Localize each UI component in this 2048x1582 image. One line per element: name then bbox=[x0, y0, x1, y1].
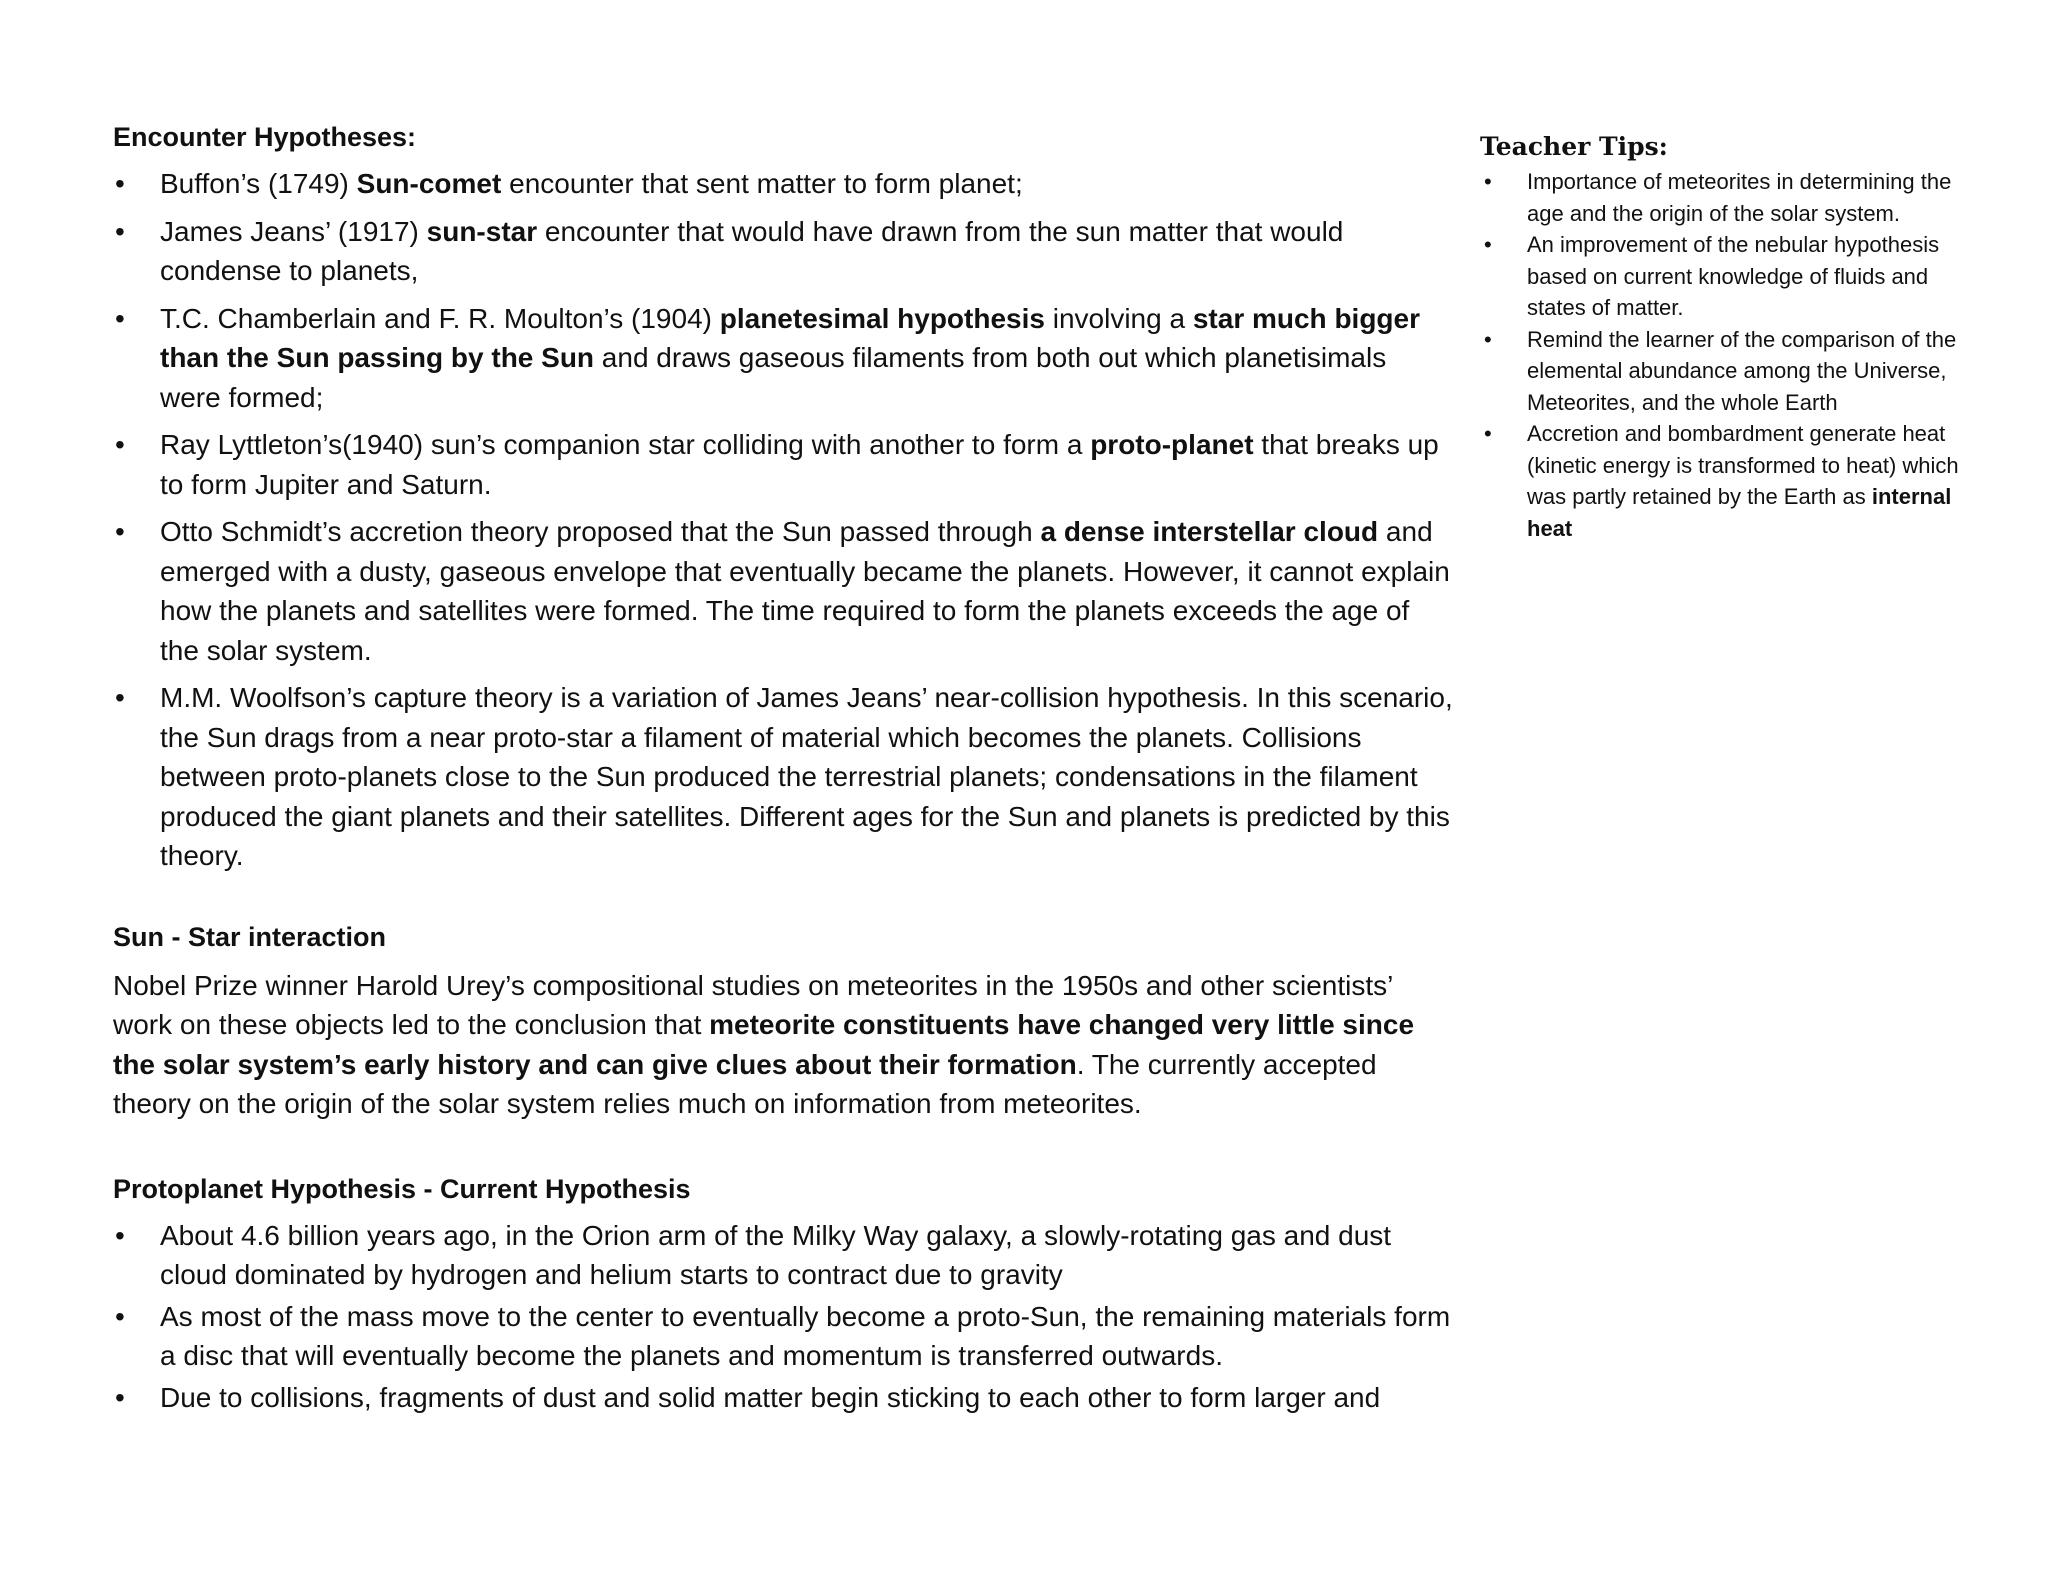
protoplanet-heading: Protoplanet Hypothesis - Current Hypothesis bbox=[113, 1173, 691, 1204]
paragraph-text: Nobel Prize winner Harold Urey’s compositional studies on meteorites in the 1950s and other scientists’ work on these objects led to the conclusion that bbox=[113, 969, 1393, 1040]
protoplanet-list bbox=[113, 1216, 1453, 1418]
tip-item: • Importance of meteorites in determining the age and the origin of the solar system. bbox=[1480, 166, 1960, 229]
list-item bbox=[113, 299, 1453, 418]
tip-text: Accretion and bombardment generate heat (kinetic energy is transformed to heat) which was partly retained by the Earth as bbox=[1527, 421, 1959, 509]
list-item bbox=[113, 212, 1453, 291]
item-text: encounter that would have drawn from the sun matter that would condense to planets, bbox=[160, 215, 1344, 286]
tip-bold: internal heat bbox=[1527, 484, 1952, 541]
item-text: Otto Schmidt’s accretion theory proposed that the Sun passed through bbox=[160, 516, 1041, 547]
item-text: Ray Lyttleton’s(1940) sun’s companion star colliding with another to form a bbox=[160, 429, 1091, 460]
list-item: • About 4.6 billion years ago, in the Orion arm of the Milky Way galaxy, a slowly-rotating gas and dust cloud dominated by hydrogen and helium starts to contract due to gravity bbox=[113, 1216, 1453, 1295]
teacher-tips-title: Teacher Tips: bbox=[1480, 132, 1668, 161]
teacher-tips-list bbox=[1480, 166, 1960, 544]
item-bold: planetesimal hypothesis bbox=[719, 302, 1045, 334]
sunstar-paragraph bbox=[113, 966, 1453, 1124]
paragraph-bold: meteorite constituents have changed very little since the solar system’s early history and can give clues about their formation bbox=[113, 1009, 1415, 1080]
paragraph-text: . The currently accepted theory on the origin of the solar system relies much on information from meteorites. bbox=[113, 1048, 1377, 1119]
tip-item: • Remind the learner of the comparison of the elemental abundance among the Universe, Meteorites, and the whole Earth bbox=[1480, 324, 1960, 419]
main-column bbox=[113, 118, 1453, 1417]
sunstar-heading: Sun - Star interaction bbox=[113, 921, 387, 952]
item-text: M.M. Woolfson’s capture theory is a variation of James Jeans’ near-collision hypothesis. In this scenario, the Sun drags from a near proto-star a filament of material which becomes the planets. Collisions between proto-planets close to the Sun produced the terrestrial planets; condensations in the filament produced the giant planets and their satellites. Different ages for the Sun and planets is predicted by this theory. bbox=[160, 682, 1453, 871]
item-bold: a dense interstellar cloud bbox=[1040, 516, 1379, 547]
item-text: T.C. Chamberlain and F. R. Moulton’s (1904) bbox=[160, 302, 720, 334]
list-item bbox=[113, 512, 1453, 670]
tip-item bbox=[1480, 418, 1960, 544]
item-text: and emerged with a dusty, gaseous envelope that eventually became the planets. However, it cannot explain how the planets and satellites were formed. The time required to form the planets exceeds the age of the solar system. bbox=[160, 516, 1450, 666]
encounter-list bbox=[113, 164, 1453, 876]
list-item: • As most of the mass move to the center to eventually become a proto-Sun, the remaining materials form a disc that will eventually become the planets and momentum is transferred outwards. bbox=[113, 1297, 1453, 1376]
item-text: that breaks up to form Jupiter and Saturn. bbox=[160, 429, 1439, 500]
item-text: and draws gaseous filaments from both out which planetisimals were formed; bbox=[160, 342, 1387, 413]
encounter-heading: Encounter Hypotheses: bbox=[113, 122, 417, 152]
item-text: encounter that sent matter to form planet; bbox=[501, 168, 1023, 199]
list-item bbox=[113, 425, 1453, 504]
item-text: involving a bbox=[1044, 302, 1193, 334]
item-bold: star much bigger than the Sun passing by the Sun bbox=[160, 302, 1421, 373]
list-item bbox=[113, 164, 1453, 204]
teacher-tips-sidebar bbox=[1480, 130, 1960, 544]
item-bold: proto-planet bbox=[1090, 429, 1254, 460]
item-bold: Sun-comet bbox=[356, 168, 502, 199]
item-text: Buffon’s (1749) bbox=[160, 168, 357, 199]
tip-item: • An improvement of the nebular hypothesis based on current knowledge of fluids and states of matter. bbox=[1480, 229, 1960, 324]
item-bold: sun-star bbox=[426, 215, 538, 247]
list-item: • Due to collisions, fragments of dust and solid matter begin sticking to each other to form larger and bbox=[113, 1378, 1453, 1418]
list-item bbox=[113, 678, 1453, 876]
item-text: James Jeans’ (1917) bbox=[160, 215, 427, 247]
